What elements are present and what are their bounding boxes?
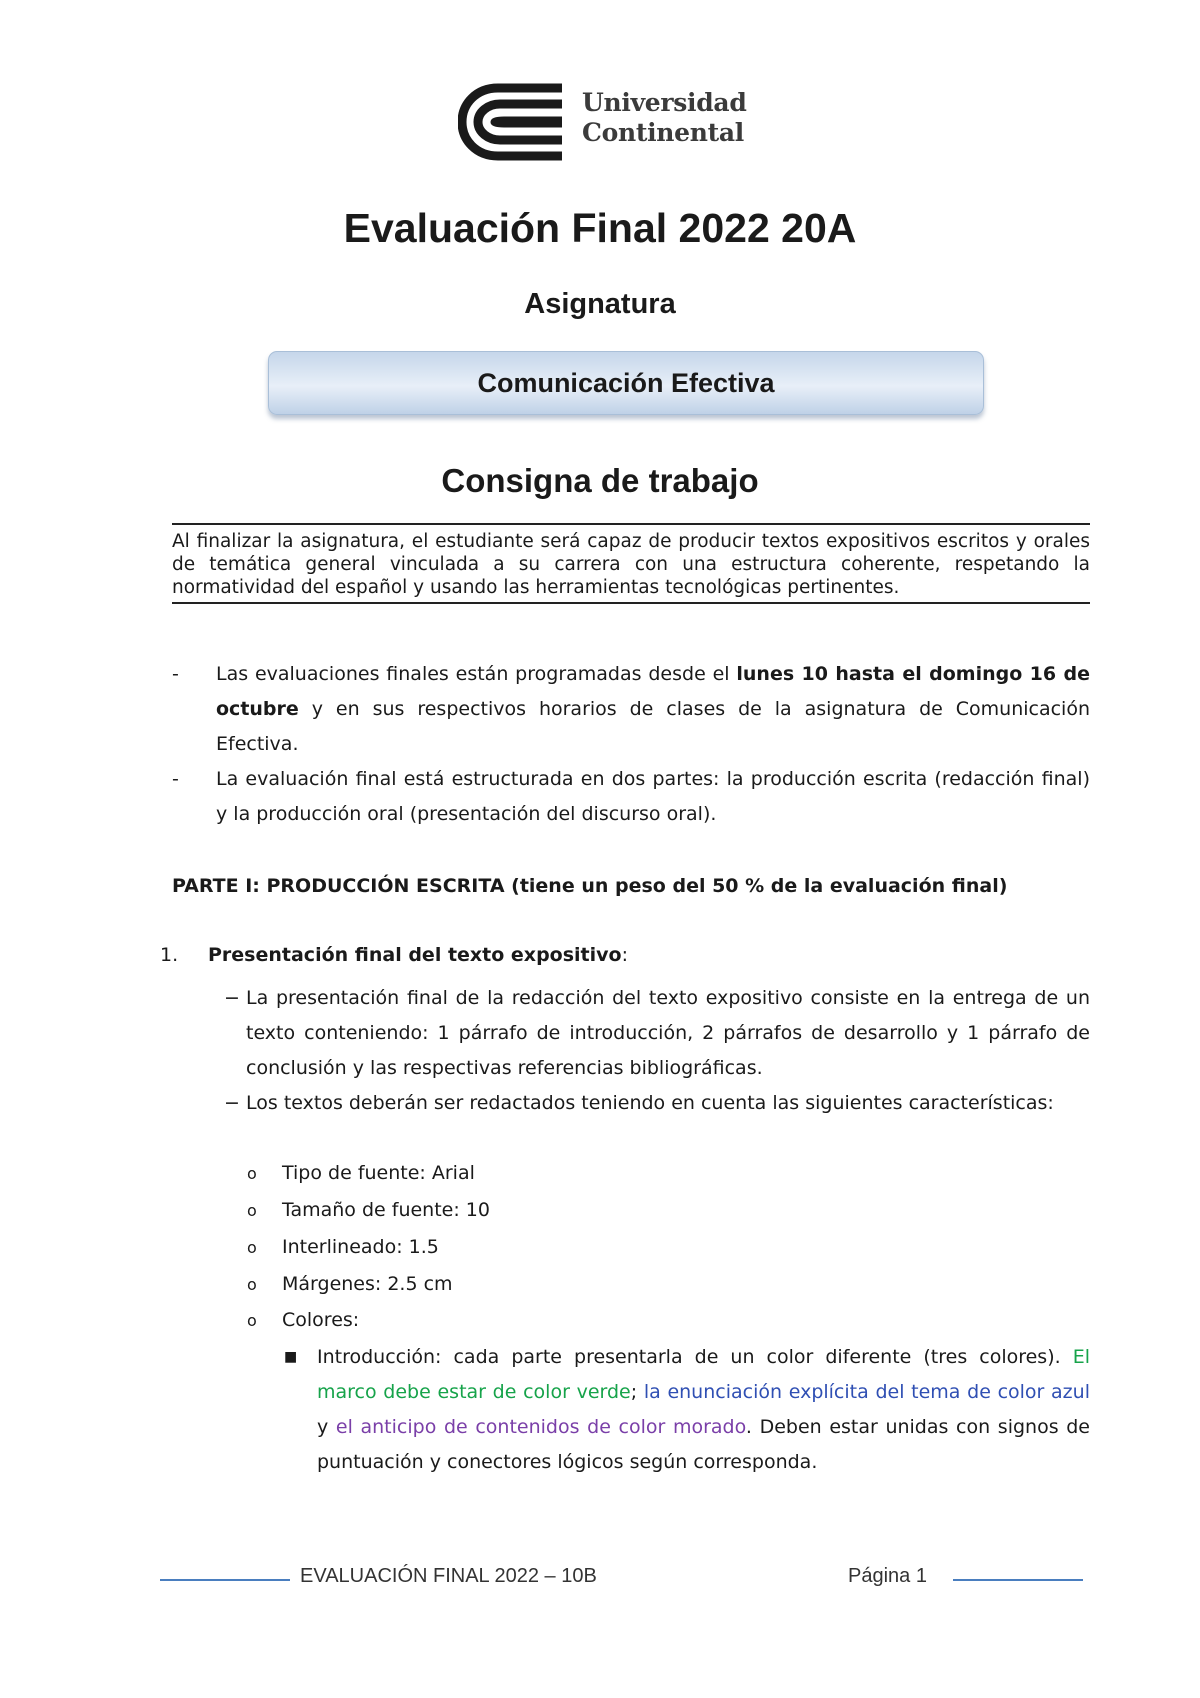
circle-bullet-icon: o bbox=[247, 1275, 257, 1294]
logo-line-2: Continental bbox=[582, 118, 744, 147]
section-title: Consigna de trabajo bbox=[441, 462, 759, 499]
bullet-margins bbox=[247, 1267, 453, 1302]
bullet-text: Márgenes: 2.5 cm bbox=[282, 1273, 453, 1295]
logo-line-1: Universidad bbox=[582, 88, 747, 117]
subject-label: Asignatura bbox=[524, 288, 676, 320]
intro-text: Introducción: cada parte presentarla de un color diferente (tres colores). bbox=[317, 1346, 1073, 1368]
square-bullet-icon: ■ bbox=[284, 1349, 298, 1365]
bullet-text: Interlineado: 1.5 bbox=[282, 1236, 439, 1258]
note-dates: lunes 10 hasta el domingo 16 de octubre bbox=[216, 663, 1090, 720]
note-structure bbox=[172, 762, 1090, 832]
sub-item-text: Los textos deberán ser redactados teniendo en cuenta las siguientes características: bbox=[246, 1092, 1054, 1114]
page-number: Página 1 bbox=[848, 1565, 927, 1587]
bullet-line-spacing bbox=[247, 1230, 439, 1265]
note-schedule bbox=[172, 657, 1090, 762]
dash-marker: − bbox=[224, 987, 240, 1009]
sub-item-features bbox=[224, 1086, 1090, 1121]
footer-text: EVALUACIÓN FINAL 2022 – 10B bbox=[300, 1565, 597, 1587]
item-number: 1. bbox=[160, 944, 179, 966]
bullet-text: Tamaño de fuente: 10 bbox=[282, 1199, 490, 1221]
item-title: Presentación final del texto expositivo bbox=[208, 944, 622, 966]
bullet-text: Tipo de fuente: Arial bbox=[282, 1162, 475, 1184]
competence-box: Al finalizar la asignatura, el estudiante será capaz de producir textos expositivos escritos y orales de temática general vinculada a su carrera con una estructura coherente, respetando la normatividad del español y usando las herramientas tecnológicas pertinentes. bbox=[172, 523, 1090, 604]
item-heading bbox=[208, 940, 628, 970]
circle-bullet-icon: o bbox=[247, 1201, 257, 1220]
circle-bullet-icon: o bbox=[247, 1311, 257, 1330]
intro-separator: y bbox=[317, 1416, 336, 1438]
bullet-colors bbox=[247, 1303, 360, 1338]
intro-blue-text: la enunciación explícita del tema de color azul bbox=[643, 1381, 1090, 1403]
note-text: La evaluación final está estructurada en dos partes: la producción escrita (redacción final) y la producción oral (presentación del discurso oral). bbox=[216, 768, 1090, 825]
page-footer bbox=[0, 1565, 1200, 1595]
bullet-font-size bbox=[247, 1193, 490, 1228]
sub-item-text: La presentación final de la redacción del texto expositivo consiste en la entrega de un texto conteniendo: 1 párrafo de introducción, 2 párrafos de desarrollo y 1 párrafo de conclusión y las respectivas referencias bibliográficas. bbox=[246, 987, 1090, 1079]
circle-bullet-icon: o bbox=[247, 1238, 257, 1257]
part-heading: PARTE I: PRODUCCIÓN ESCRITA (tiene un peso del 50 % de la evaluación final) bbox=[172, 875, 1008, 897]
intro-text: . Deben estar unidas con signos de puntuación y conectores lógicos según corresponda. bbox=[317, 1416, 1090, 1473]
footer-line-right bbox=[953, 1579, 1083, 1581]
university-name bbox=[582, 88, 747, 148]
intro-green-text: El marco debe estar de color verde bbox=[317, 1346, 1090, 1403]
dash-marker: − bbox=[224, 1092, 240, 1114]
item-colon: : bbox=[621, 944, 628, 966]
page-title: Evaluación Final 2022 20A bbox=[343, 205, 857, 251]
intro-separator: ; bbox=[630, 1381, 644, 1403]
notes-list bbox=[172, 657, 1090, 832]
subject-banner: Comunicación Efectiva bbox=[268, 351, 984, 415]
bullet-text: Colores: bbox=[282, 1309, 360, 1331]
bullet-introduction bbox=[284, 1340, 1090, 1480]
dash-marker: - bbox=[172, 768, 179, 790]
circle-bullet-icon: o bbox=[247, 1164, 257, 1183]
sub-item-presentation bbox=[224, 981, 1090, 1086]
dash-marker: - bbox=[172, 663, 179, 685]
university-logo bbox=[458, 78, 748, 168]
bullet-font-type bbox=[247, 1156, 475, 1191]
note-text: Las evaluaciones finales están programadas desde el bbox=[216, 663, 737, 685]
footer-line-left bbox=[160, 1579, 290, 1581]
intro-purple-text: el anticipo de contenidos de color morado bbox=[335, 1416, 746, 1438]
note-text: y en sus respectivos horarios de clases de la asignatura de Comunicación Efectiva. bbox=[216, 698, 1090, 755]
university-emblem-icon bbox=[458, 82, 568, 162]
